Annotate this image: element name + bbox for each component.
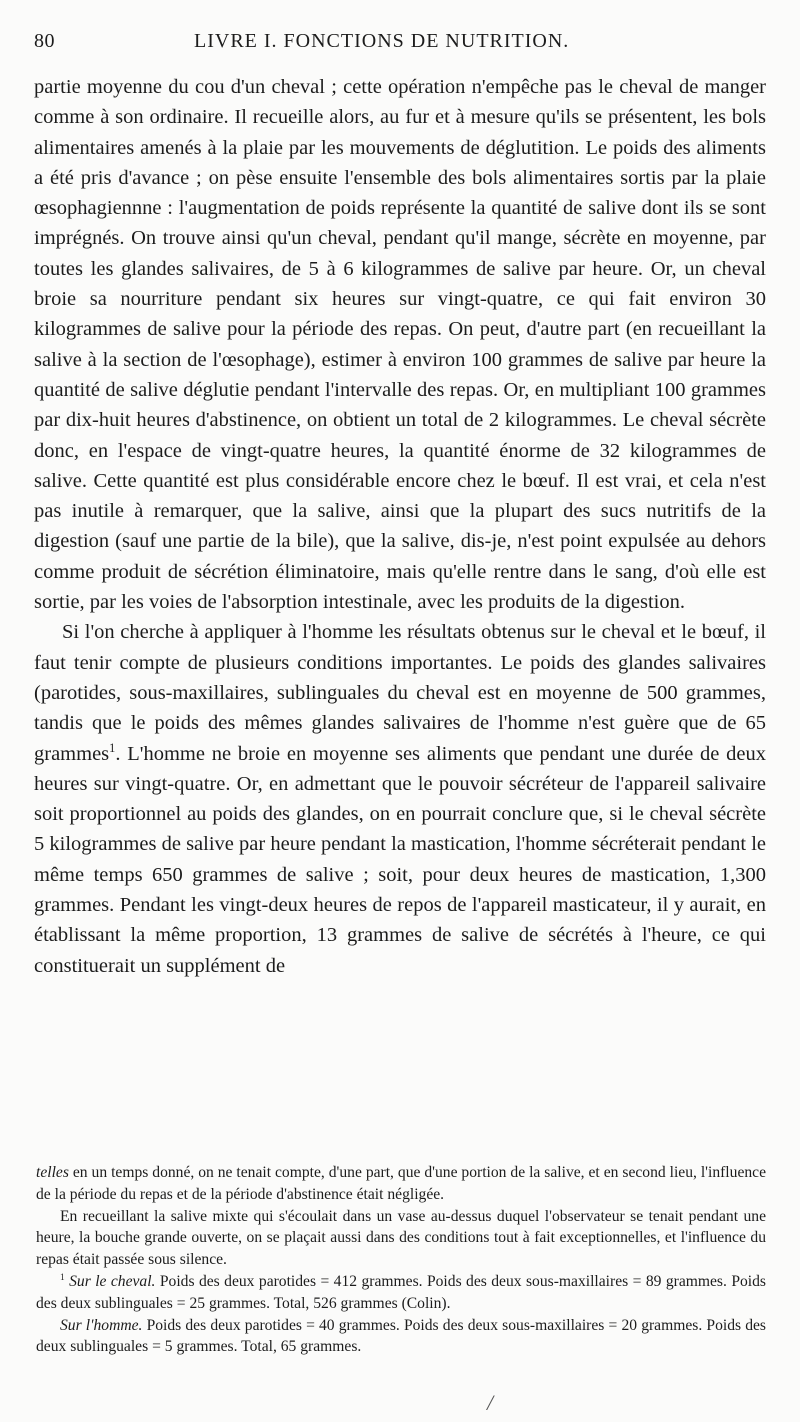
paragraph-homme-part1: Si l'on cherche à appliquer à l'homme les résultats obtenus sur le cheval et le bœuf, il faut tenir compte de plusieurs conditions importantes. Le poids des glandes salivaires (parotides, sous-maxillaires, sublinguales du cheval est en moyenne de 500 grammes, tandis que le poids des mêmes glandes salivaires de l'homme n'est guère que de 65 grammes [34,621,766,765]
footnote-cheval-text: Poids des deux parotides = 412 grammes. Poids des deux sous-maxillaires = 89 grammes. Poids des deux sublinguales = 25 grammes. Total, 526 grammes (Colin). [36,1272,766,1312]
footnote-homme-text: Poids des deux parotides = 40 grammes. Poids des deux sous-maxillaires = 20 grammes. Poids des deux sublinguales = 5 grammes. Total, 65 grammes. [36,1316,766,1356]
main-text [34,72,766,981]
note-continued [36,1162,766,1206]
note-salive-mixte: En recueillant la salive mixte qui s'écoulait dans un vase au-dessus duquel l'observateur se tenait pendant une heure, la bouche grande ouverte, on se plaçait aussi dans des conditions tout à fait exceptionnelles, et l'influence du repas était passée sous silence. [36,1207,766,1269]
running-title: LIVRE I. FONCTIONS DE NUTRITION. [194,30,570,52]
footnote-reference[interactable]: 1 [109,740,116,755]
footnote-homme [36,1315,766,1359]
footnote-cheval-label: Sur le cheval. [69,1272,156,1290]
paragraph-continued: partie moyenne du cou d'un cheval ; cette opération n'empêche pas le cheval de manger comme à son ordinaire. Il recueille alors, au fur et à mesure qu'ils se présentent, les bols alimentaires amenés à la plaie par les mouvements de déglutition. Le poids des aliments a été pris d'avance ; on pèse ensuite l'ensemble des bols alimentaires sortis par la plaie œsophagiennne : l'augmentation de poids représente la quantité de salive dont ils se sont imprégnés. On trouve ainsi qu'un cheval, pendant qu'il mange, sécrète en moyenne, par toutes les glandes salivaires, de 5 à 6 kilogrammes de salive par heure. Or, un cheval broie sa nourriture pendant six heures sur vingt-quatre, ce qui fait environ 30 kilogrammes de salive pour la période des repas. On peut, d'autre part (en recueillant la salive à la section de l'œsophage), estimer à environ 100 grammes de salive par heure la quantité de salive déglutie pendant l'intervalle des repas. Or, en multipliant 100 grammes par dix-huit heures d'abstinence, on obtient un total de 2 kilogrammes. Le cheval sécrète donc, en l'espace de vingt-quatre heures, la quantité énorme de 32 kilogrammes de salive. Cette quantité est plus considérable encore chez le bœuf. Il est vrai, et cela n'est pas inutile à remarquer, que la salive, ainsi que la plupart des sucs nutritifs de la digestion (sauf une partie de la bile), que la salive, dis-je, n'est point expulsée au dehors comme produit de sécrétion éliminatoire, mais qu'elle rentre dans le sang, d'où elle est sortie, par les voies de l'absorption intestinale, avec les produits de la digestion. [34,76,766,614]
note-continued-text: en un temps donné, on ne tenait compte, d'une part, que d'une portion de la salive, et en second lieu, l'influence de la période du repas et de la période d'abstinence était négligée. [36,1164,766,1203]
footnote-number: 1 [60,1272,65,1283]
paragraph-homme [34,617,766,981]
page-number: 80 [34,30,55,52]
paragraph-homme-part2: . L'homme ne broie en moyenne ses aliments que pendant une durée de deux heures sur vingt-quatre. Or, en admettant que le pouvoir sécréteur de l'appareil salivaire soit proportionnel au poids des glandes, on en pourrait conclure que, si le cheval sécrète 5 kilogrammes de salive par heure pendant la mastication, l'homme sécréterait pendant le même temps 650 grammes de salive ; soit, pour deux heures de mastication, 1,300 grammes. Pendant les vingt-deux heures de repos de l'appareil masticateur, il y aurait, en établissant la même proportion, 13 grammes de salive de sécrétés à l'heure, ce qui constituerait un supplément de [34,742,766,977]
note-continued-italic: telles [36,1164,69,1181]
page-header [34,30,766,62]
margin-mark: / [487,1390,494,1415]
footnote-cheval [36,1271,766,1315]
footnote-homme-label: Sur l'homme. [60,1316,143,1334]
footnotes [36,1162,766,1358]
